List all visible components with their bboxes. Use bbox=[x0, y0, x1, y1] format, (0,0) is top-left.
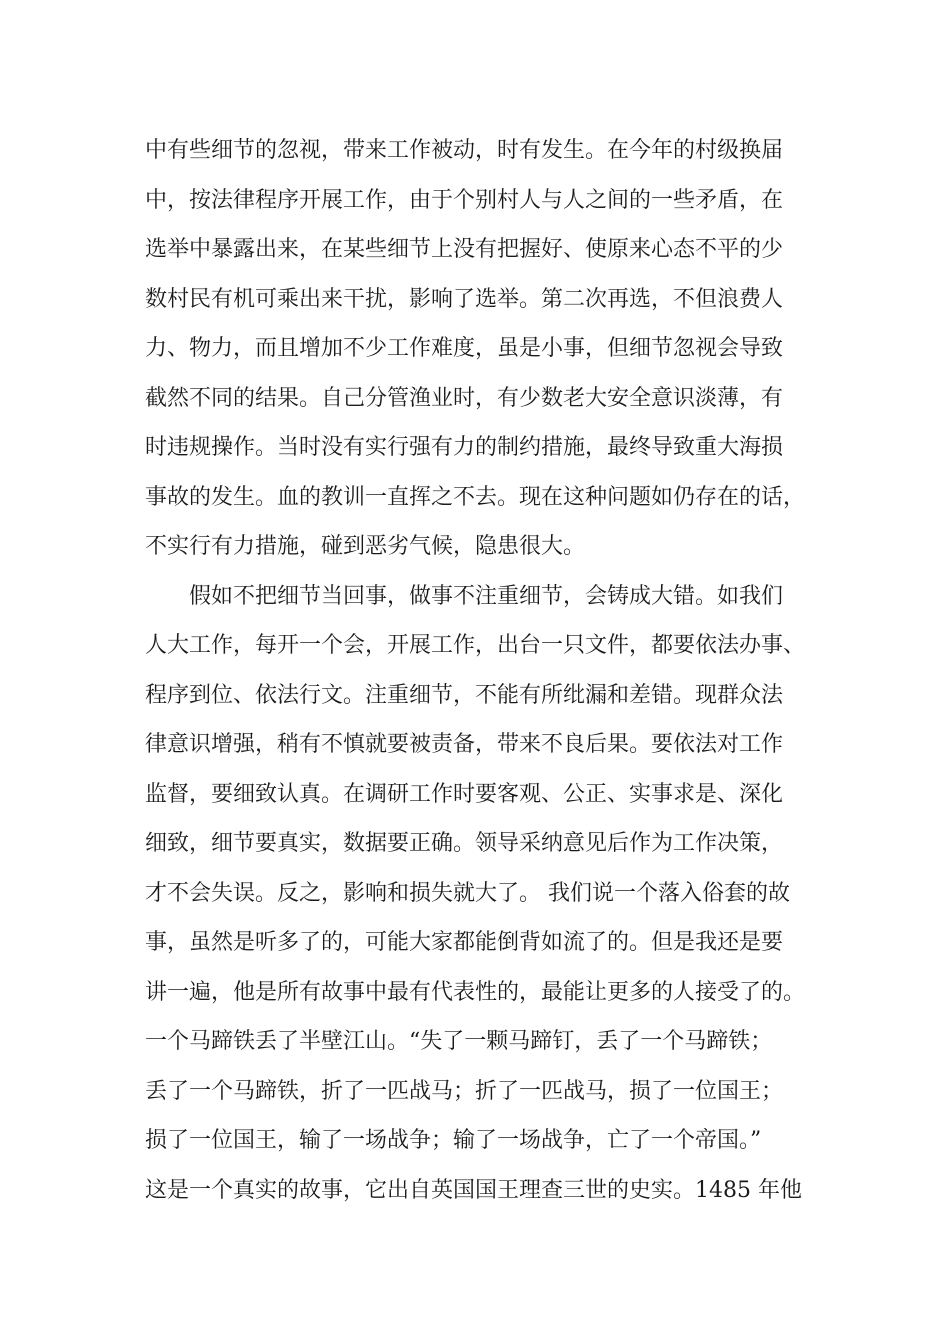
text-line: 中有些细节的忽视，带来工作被动，时有发生。在今年的村级换届 bbox=[145, 138, 784, 163]
text-line: 监督，要细致认真。在调研工作时要客观、公正、实事求是、深化 bbox=[145, 781, 784, 807]
text-line: 讲一遍，他是所有故事中最有代表性的，最能让更多的人接受了的。 bbox=[145, 979, 806, 1005]
text-line: 才不会失误。反之，影响和损失就大了。 我们说一个落入俗套的故 bbox=[145, 880, 790, 906]
text-line: 中，按法律程序开展工作，由于个别村人与人之间的一些矛盾，在 bbox=[145, 187, 784, 213]
text-line: 时违规操作。当时没有实行强有力的制约措施，最终导致重大海损 bbox=[145, 435, 784, 460]
text-line: 律意识增强，稍有不慎就要被责备，带来不良后果。要依法对工作 bbox=[145, 732, 784, 757]
text-line: 丢了一个马蹄铁，折了一匹战马；折了一匹战马，损了一位国王； bbox=[145, 1078, 784, 1104]
text-line: 数村民有机可乘出来干扰，影响了选举。第二次再选，不但浪费人 bbox=[145, 286, 784, 312]
text-line: 程序到位、依法行文。注重细节，不能有所纰漏和差错。现群众法 bbox=[145, 682, 784, 708]
text-line: 不实行有力措施，碰到恶劣气候，隐患很大。 bbox=[145, 534, 586, 559]
text-line: 力、物力，而且增加不少工作难度，虽是小事，但细节忽视会导致 bbox=[145, 336, 784, 361]
text-line: 细致，细节要真实，数据要正确。领导采纳意见后作为工作决策， bbox=[145, 831, 784, 856]
paragraph bbox=[145, 572, 835, 1216]
text-line: 事故的发生。血的教训一直挥之不去。现在这种问题如仍存在的话， bbox=[145, 484, 806, 510]
paragraph bbox=[145, 126, 835, 572]
text-line: 一个马蹄铁丢了半壁江山。“失了一颗马蹄钉，丢了一个马蹄铁； bbox=[145, 1029, 773, 1054]
text-line: 选举中暴露出来，在某些细节上没有把握好、使原来心态不平的少 bbox=[145, 237, 784, 262]
text-line: 损了一位国王，输了一场战争；输了一场战争，亡了一个帝国。” bbox=[145, 1128, 762, 1153]
text-line: 事，虽然是听多了的，可能大家都能倒背如流了的。但是我还是要 bbox=[145, 930, 784, 955]
text-line: 这是一个真实的故事，它出自英国国王理查三世的史实。1485 年他 bbox=[145, 1177, 802, 1203]
text-line: 截然不同的结果。自己分管渔业时，有少数老大安全意识淡薄，有 bbox=[145, 385, 784, 411]
text-line: 假如不把细节当回事，做事不注重细节，会铸成大错。如我们 bbox=[189, 583, 784, 609]
document-body bbox=[145, 126, 835, 1215]
text-line: 人大工作，每开一个会，开展工作，出台一只文件，都要依法办事、 bbox=[145, 633, 806, 658]
